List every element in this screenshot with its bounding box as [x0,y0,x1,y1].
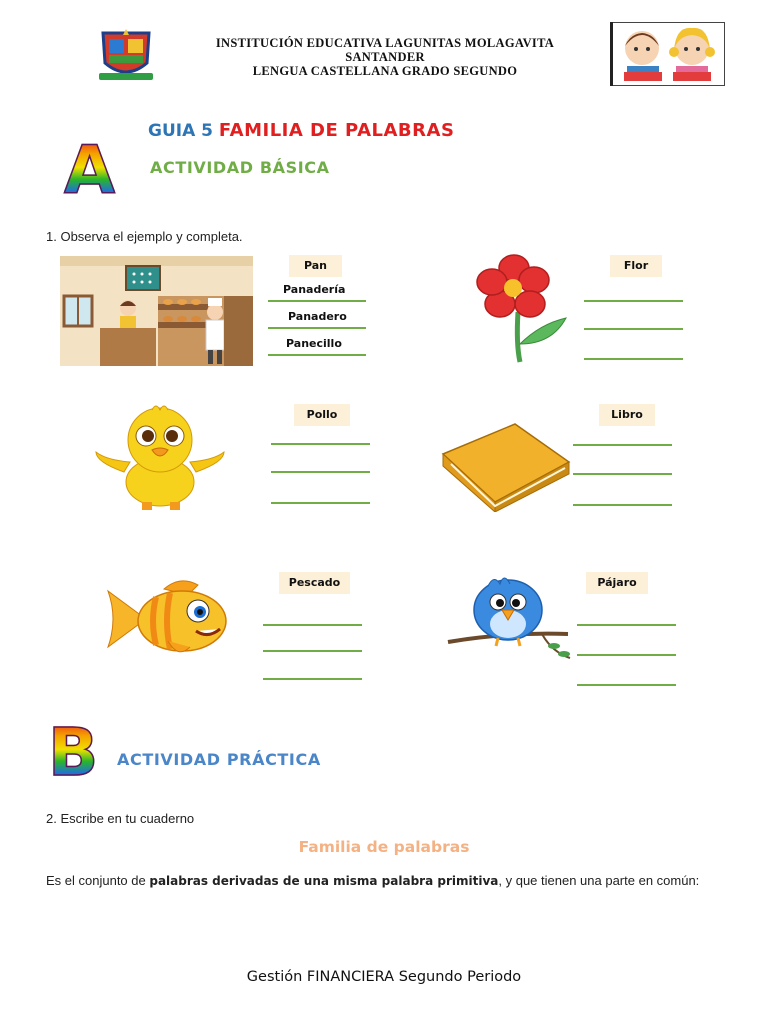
example-word-2: Panadero [288,310,347,323]
header-line-2: SANTANDER [345,50,425,64]
instruction-1: 1. Observa el ejemplo y completa. [46,229,243,244]
answer-line [573,504,672,506]
fish-illustration [104,575,230,665]
word-tag-pan: Pan [289,255,342,277]
answer-line [577,624,676,626]
flower-illustration [470,254,570,366]
book-illustration [441,420,571,512]
definition-bold: palabras derivadas de una misma palabra primitiva [149,874,499,888]
guide-title [148,120,454,141]
school-crest-icon [95,27,157,85]
word-tag-pajaro: Pájaro [586,572,648,594]
answer-line [263,678,362,680]
children-reading-icon [610,22,725,86]
definition-text [46,873,736,889]
bakery-illustration [60,256,253,366]
word-tag-pollo: Pollo [294,404,350,426]
definition-end: , y que tienen una parte en común: [498,873,700,888]
answer-line [271,443,370,445]
school-header [150,36,620,78]
word-tag-flor: Flor [610,255,662,277]
answer-line [268,300,366,302]
chick-illustration [94,402,226,512]
definition-start: Es el conjunto de [46,873,150,888]
section-a-title: ACTIVIDAD BÁSICA [150,158,330,177]
answer-line [573,473,672,475]
bird-illustration [446,572,572,664]
section-b-letter: B [48,714,99,791]
section-a-letter: A [64,132,116,209]
answer-line [584,328,683,330]
answer-line [268,354,366,356]
answer-line [577,654,676,656]
answer-line [573,444,672,446]
guide-topic: FAMILIA DE PALABRAS [218,120,455,141]
word-tag-libro: Libro [599,404,655,426]
answer-line [577,684,676,686]
page-footer: Gestión FINANCIERA Segundo Periodo [246,969,522,985]
instruction-2: 2. Escribe en tu cuaderno [46,811,195,826]
header-line-1: INSTITUCIÓN EDUCATIVA LAGUNITAS MOLAGAVITA [215,36,555,50]
answer-line [584,300,683,302]
answer-line [268,327,366,329]
word-tag-pescado: Pescado [279,572,350,594]
answer-line [271,502,370,504]
answer-line [271,471,370,473]
answer-line [263,650,362,652]
example-word-3: Panecillo [286,337,342,350]
guide-number: GUIA 5 [148,121,213,141]
header-line-3: LENGUA CASTELLANA GRADO SEGUNDO [252,64,518,78]
section-b-title: ACTIVIDAD PRÁCTICA [117,750,321,769]
example-word-1: Panadería [283,283,346,296]
answer-line [263,624,362,626]
answer-line [584,358,683,360]
subtitle: Familia de palabras [298,838,470,856]
